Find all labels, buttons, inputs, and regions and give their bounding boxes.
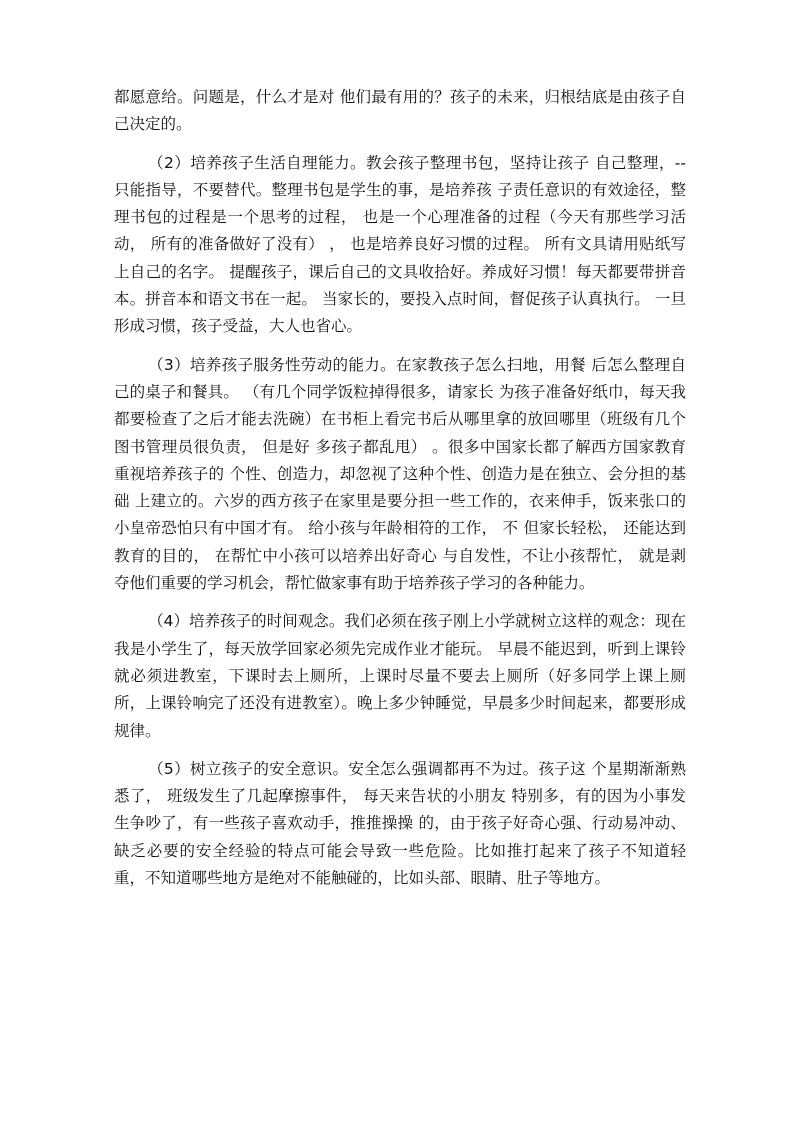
document-body — [114, 84, 686, 903]
paragraph-point-3: （3）培养孩子服务性劳动的能力。在家教孩子怎么扫地，用餐 后怎么整理自己的桌子和餐具。 （有几个同学饭粒掉得很多，请家长 为孩子准备好纸巾，每天我都要检查了之后才能去洗碗）在书柜上看完书后从哪里拿的放回哪里（班级有几个图书管理员很负责， 但是好 多孩子都乱甩） 。很多中国家长都了解西方国家教育重视培养孩子的 个性、创造力，却忽视了这种个性、创造力是在独立、会分担的基础 上建立的。六岁的西方孩子在家里是要分担一些工作的，衣来伸手，饭来张口的小皇帝恐怕只有中国才有。 给小孩与年龄相符的工作， 不 但家长轻松， 还能达到教育的目的， 在帮忙中小孩可以培养出好奇心 与自发性，不让小孩帮忙， 就是剥夺他们重要的学习机会，帮忙做家事有助于培养孩子学习的各种能力。 — [114, 355, 686, 593]
paragraph-intro-continued: 都愿意给。问题是，什么才是对 他们最有用的？孩子的未来，归根结底是由孩子自己决定的。 — [114, 88, 686, 134]
paragraph-point-5: （5）树立孩子的安全意识。安全怎么强调都再不为过。孩子这 个星期渐渐熟悉了， 班级发生了几起摩擦事件， 每天来告状的小朋友 特别多，有的因为小事发生争吵了，有一些孩子喜欢动手，推推操操 的，由于孩子好奇心强、行动易冲动、缺乏必要的安全经验的特点可能会导致一些危险。比如推打起来了孩子不知道轻重，不知道哪些地方是绝对不能触碰的，比如头部、眼睛、肚子等地方。 — [114, 759, 686, 888]
paragraph-point-2: （2）培养孩子生活自理能力。教会孩子整理书包，坚持让孩子 自己整理，-- 只能指导，不要替代。整理书包是学生的事，是培养孩 子责任意识的有效途径，整理书包的过程是一个思考的过程， 也是一个心理准备的过程（今天有那些学习活动， 所有的准备做好了没有） ， 也是培养良好习惯的过程。 所有文具请用贴纸写上自己的名字。 提醒孩子，课后自己的文具收拾好。养成好习惯！每天都要带拼音本。拼音本和语文书在一起。 当家长的，要投入点时间，督促孩子认真执行。 一旦形成习惯，孩子受益，大人也省心。 — [114, 153, 686, 336]
paragraph-point-4: （4）培养孩子的时间观念。我们必须在孩子刚上小学就树立这样的观念：现在我是小学生了，每天放学回家必须先完成作业才能玩。 早晨不能迟到，听到上课铃就必须进教室，下课时去上厕所，上课时尽量不要去上厕所（好多同学上课上厕所，上课铃响完了还没有进教室）。晚上多少钟睡觉，早晨多少时间起来，都要形成规律。 — [114, 612, 686, 740]
